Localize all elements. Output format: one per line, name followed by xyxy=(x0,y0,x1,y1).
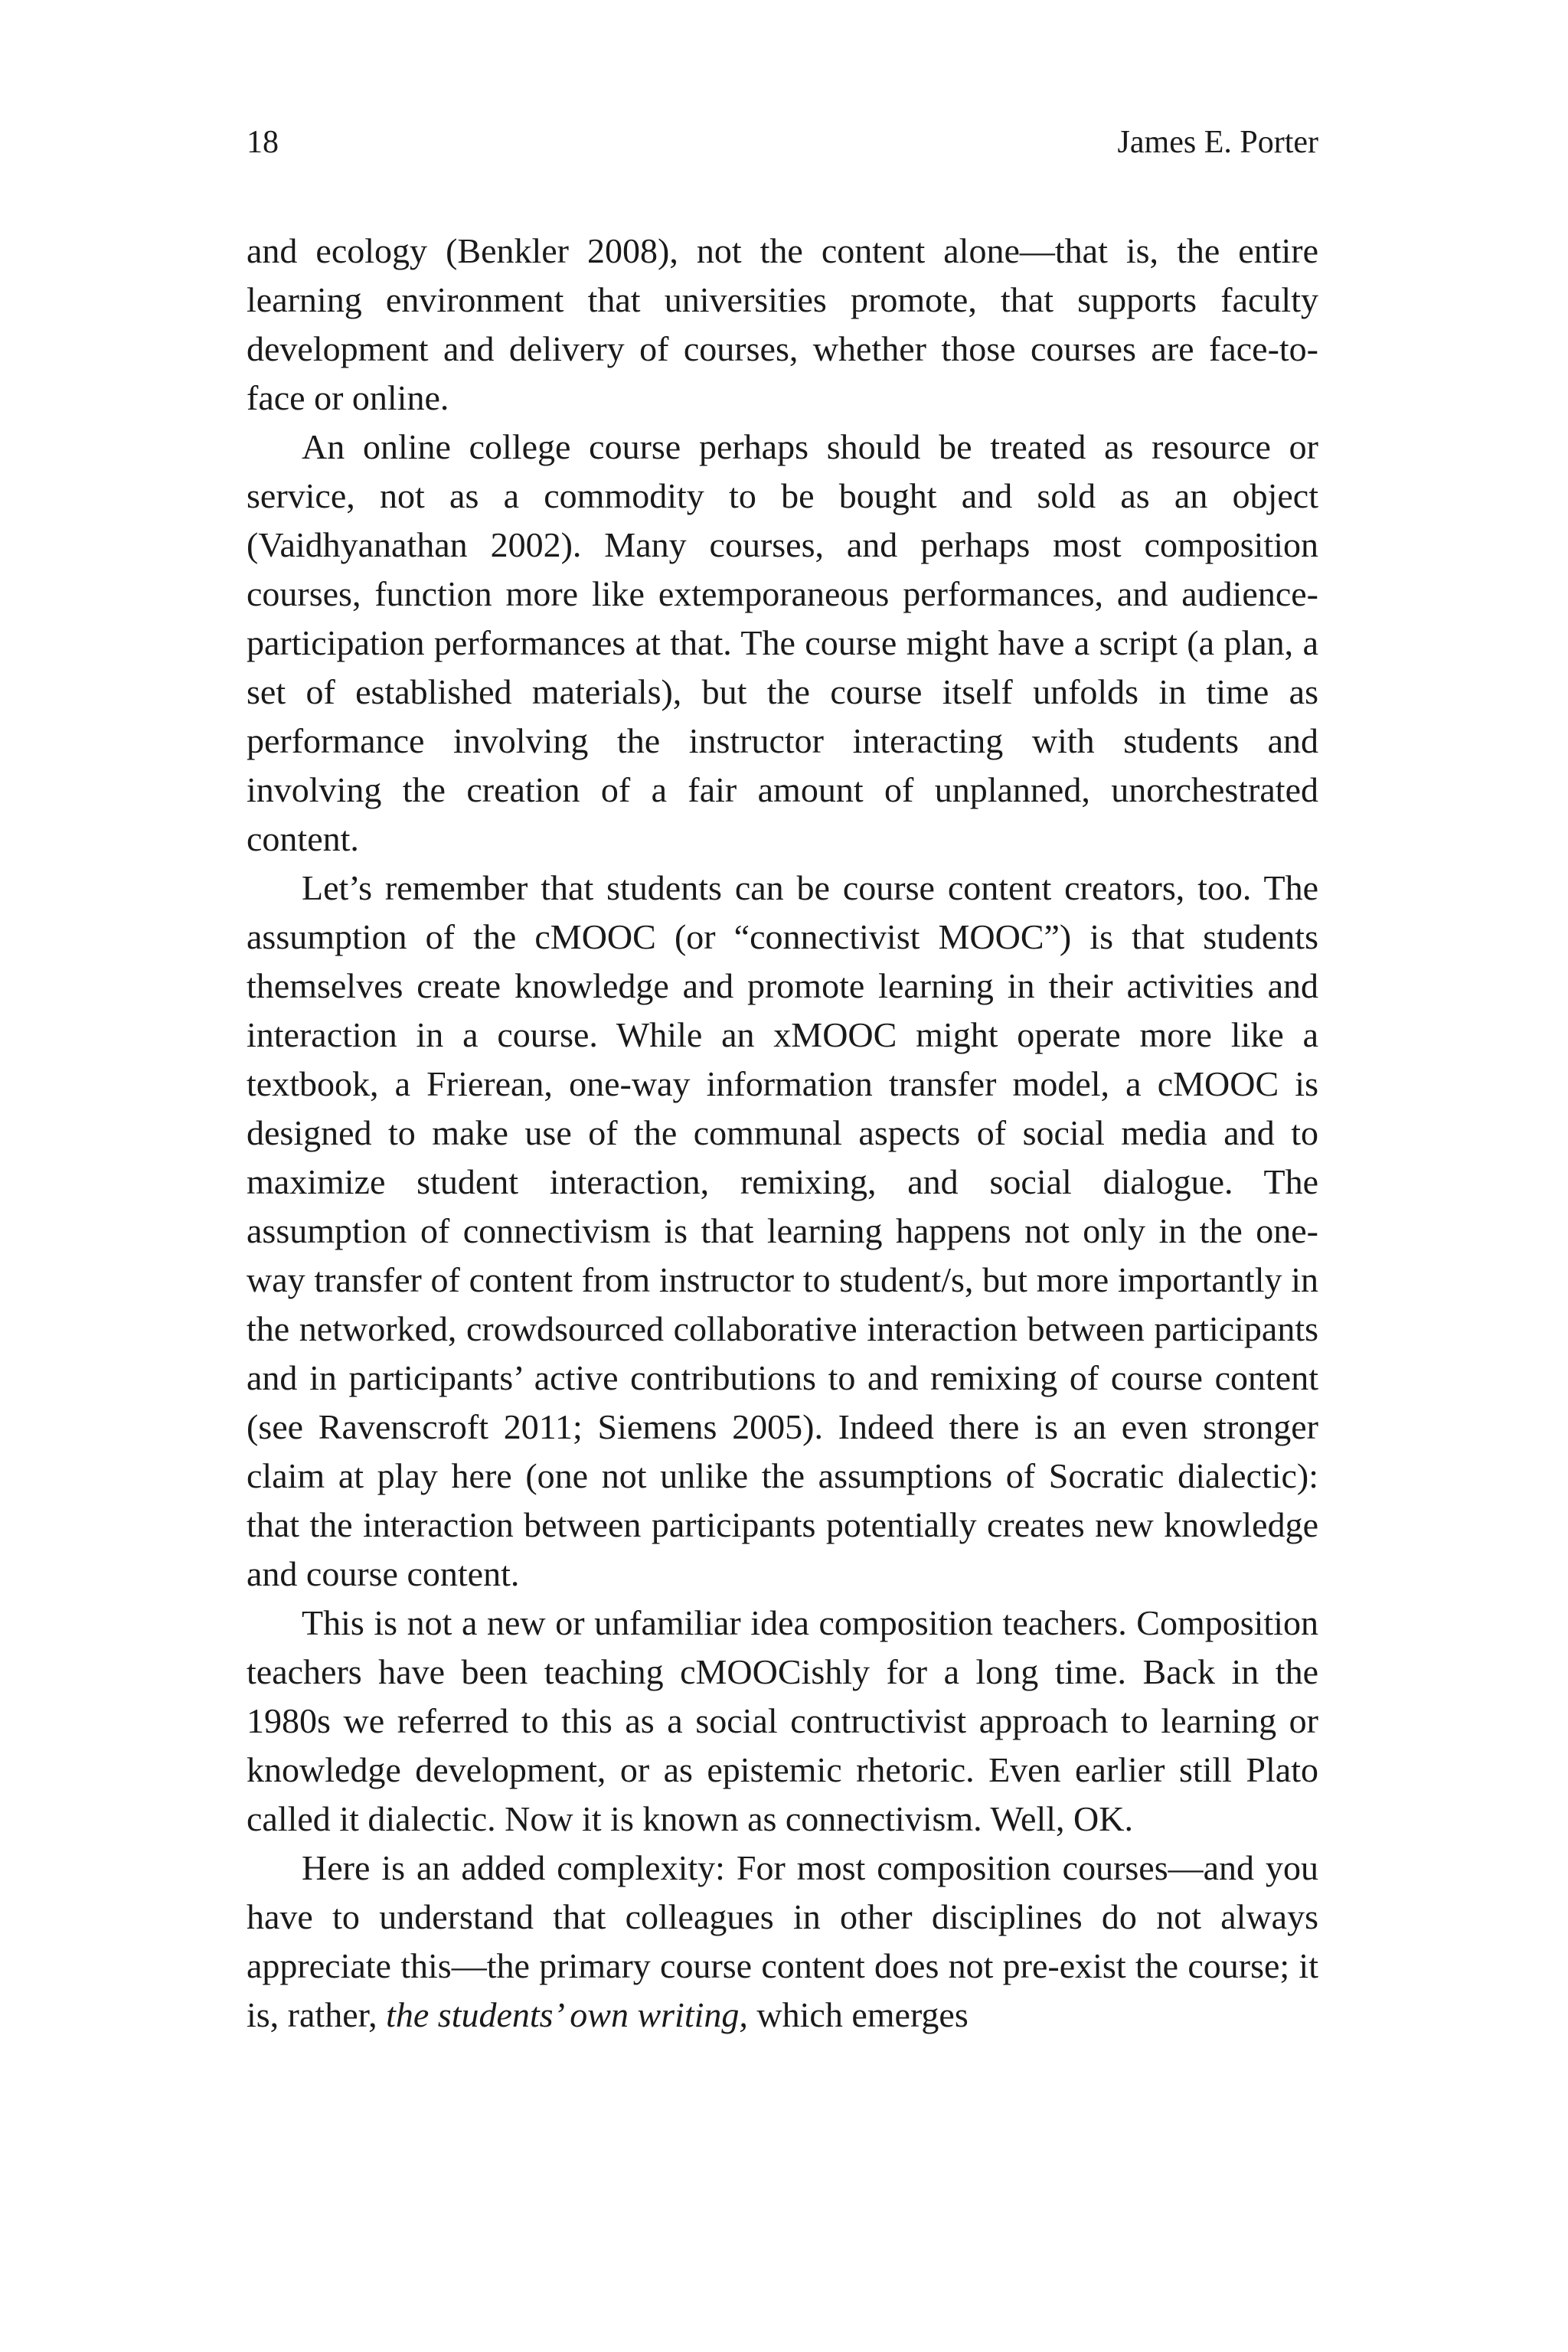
paragraph-text-after: which emerges xyxy=(747,1995,969,2034)
paragraph-continued: and ecology (Benkler 2008), not the content alone—that is, the entire learning environment that universities promote, that supports faculty development and delivery of courses, whether those courses are face-to-face or online. xyxy=(247,231,1318,417)
body-text xyxy=(247,227,1318,2040)
paragraph-text-before: Here is an added complexity: For most composition courses—and you have to understand that colleagues in other disciplines do not always appreciate this—the primary course content does not pre-exist the course; it is, rather, xyxy=(247,1848,1318,2034)
emphasis-students-writing: the students’ own writing, xyxy=(386,1995,748,2034)
page-number: 18 xyxy=(247,125,279,160)
paragraph-online-course: An online college course perhaps should be treated as resource or service, not as a commodity to be bought and sold as an object (Vaidhyanathan 2002). Many courses, and perhaps most composition courses, function more like extemporaneous performances, and audience-participation performances at that. The course might have a script (a plan, a set of established materials), but the course itself unfolds in time as performance involving the instructor interacting with students and involving the creation of a fair amount of unplanned, unorchestrated content. xyxy=(247,427,1318,858)
paragraph-added-complexity xyxy=(247,1844,1318,2040)
paragraph-composition-teachers: This is not a new or unfamiliar idea composition teachers. Composition teachers have been teaching cMOOCishly for a long time. Back in the 1980s we referred to this as a social contructivist approach to learning or knowledge development, or as epistemic rhetoric. Even earlier still Plato called it dialectic. Now it is known as connectivism. Well, OK. xyxy=(247,1603,1318,1838)
paragraph-cmooc: Let’s remember that students can be course content creators, too. The assumption of the cMOOC (or “connectivist MOOC”) is that students themselves create knowledge and promote learning in their activities and interaction in a course. While an xMOOC might operate more like a textbook, a Frierean, one-way information transfer model, a cMOOC is designed to make use of the communal aspects of social media and to maximize student interaction, remixing, and social dialogue. The assumption of connectivism is that learning happens not only in the one-way transfer of content from instructor to student/s, but more importantly in the networked, crowdsourced collaborative interaction between participants and in participants’ active contributions to and remixing of course content (see Ravenscroft 2011; Siemens 2005). Indeed there is an even stronger claim at play here (one not unlike the assumptions of Socratic dialectic): that the interaction between participants potentially creates new knowledge and course content. xyxy=(247,868,1318,1593)
running-head-author: James E. Porter xyxy=(1117,125,1318,160)
